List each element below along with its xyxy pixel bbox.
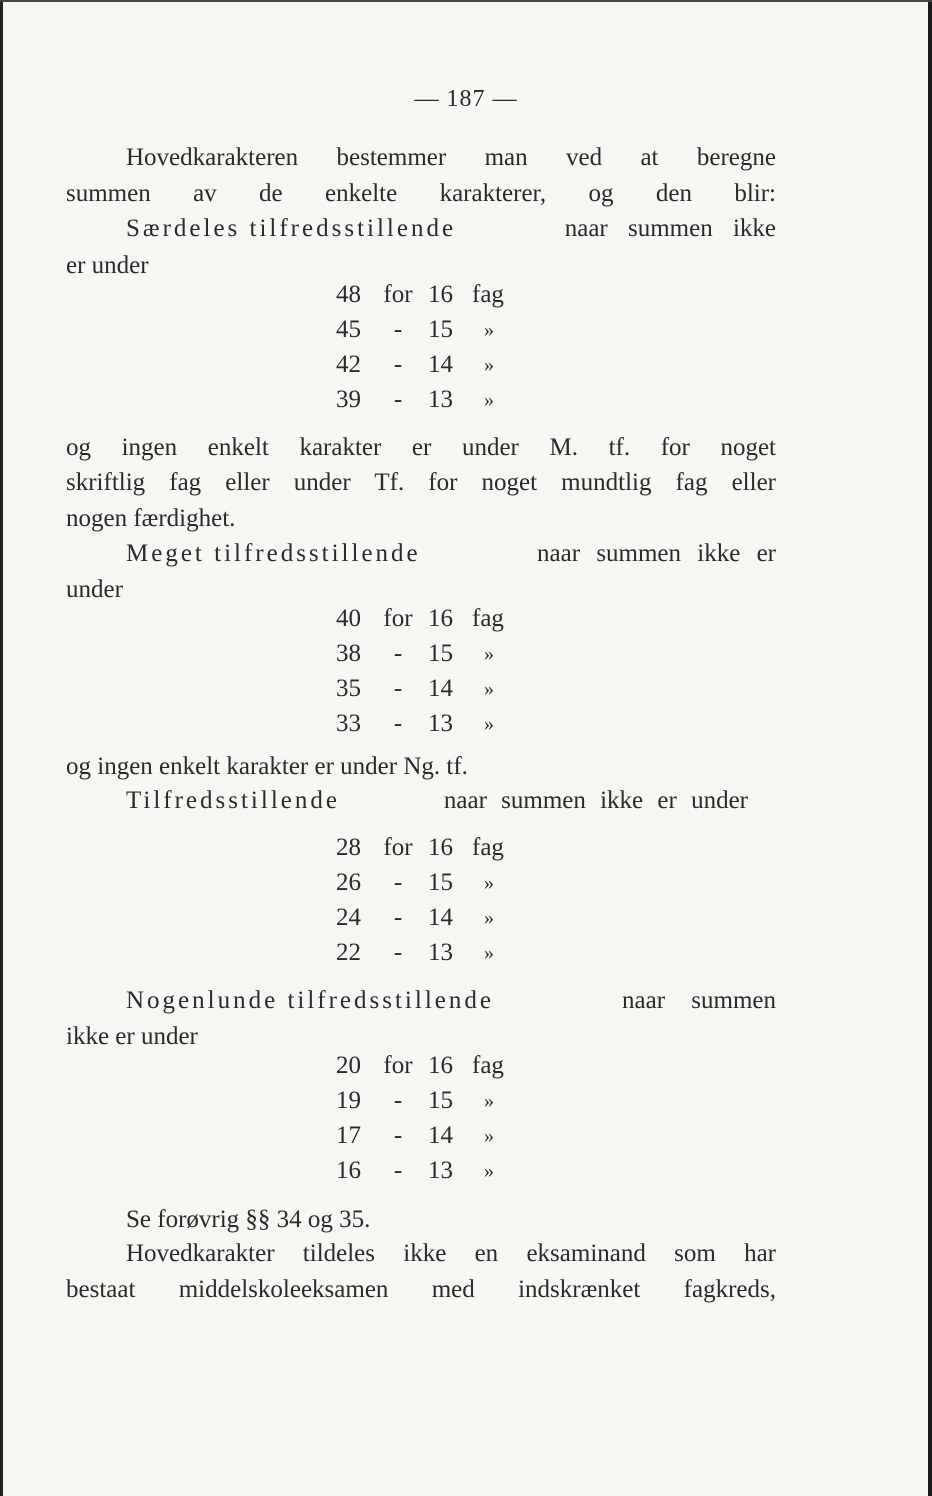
sum-value: 38 xyxy=(336,640,361,667)
section-1-after-line-1: og ingen enkelt karakter er under M. tf. for noget xyxy=(66,434,776,461)
row-separator: - xyxy=(393,710,403,737)
section-1-after-line-2: skriftlig fag eller under Tf. for noget mundtlig fag eller xyxy=(66,469,776,496)
subject-count: 14 xyxy=(428,351,453,378)
row-separator: for xyxy=(383,281,413,308)
subject-count: 16 xyxy=(428,834,453,861)
sum-value: 40 xyxy=(336,605,361,632)
ditto-mark: » xyxy=(484,907,494,929)
subject-count: 13 xyxy=(428,939,453,966)
section-3-heading-line xyxy=(126,786,748,816)
row-separator: for xyxy=(383,834,413,861)
page-number: — 187 — xyxy=(414,86,518,112)
subject-count: 15 xyxy=(428,1087,453,1114)
sum-value: 45 xyxy=(336,316,361,343)
subject-count: 16 xyxy=(428,1052,453,1079)
unit-label: fag xyxy=(472,605,504,632)
ditto-mark: » xyxy=(484,1160,494,1182)
sum-value: 17 xyxy=(336,1122,361,1149)
row-separator: - xyxy=(393,675,403,702)
row-separator: for xyxy=(383,605,413,632)
ditto-mark: » xyxy=(484,1125,494,1147)
ditto-mark: » xyxy=(484,389,494,411)
sum-value: 39 xyxy=(336,386,361,413)
unit-label: fag xyxy=(472,1052,504,1079)
page-edge-right xyxy=(928,0,932,1496)
section-1-heading-tail: naar summen ikke xyxy=(564,215,776,242)
row-separator: - xyxy=(393,869,403,896)
sum-value: 33 xyxy=(336,710,361,737)
sum-value: 20 xyxy=(336,1052,361,1079)
subject-count: 14 xyxy=(428,904,453,931)
section-2-heading-tail: naar summen ikke er xyxy=(537,540,776,567)
sum-value: 22 xyxy=(336,939,361,966)
closing-line-1: Hovedkarakter tildeles ikke en eksaminand som har xyxy=(126,1240,776,1267)
ditto-mark: » xyxy=(484,942,494,964)
section-4-heading-line xyxy=(126,986,776,1016)
section-3-heading-tail: naar summen ikke er under xyxy=(443,787,748,814)
sum-value: 24 xyxy=(336,904,361,931)
section-2-continuation: under xyxy=(66,576,123,603)
row-separator: for xyxy=(383,1052,413,1079)
section-1-after-line-3: nogen færdighet. xyxy=(66,505,236,532)
subject-count: 13 xyxy=(428,1157,453,1184)
section-1-heading-line xyxy=(126,214,776,244)
subject-count: 16 xyxy=(428,281,453,308)
page-edge-top xyxy=(0,0,932,2)
subject-count: 15 xyxy=(428,869,453,896)
ditto-mark: » xyxy=(484,319,494,341)
section-3-heading: Tilfredsstillende xyxy=(126,787,340,814)
section-2-after-line-1: og ingen enkelt karakter er under Ng. tf. xyxy=(66,753,468,780)
unit-label: fag xyxy=(472,834,504,861)
section-4-heading: Nogenlunde tilfredsstillende xyxy=(126,987,494,1014)
subject-count: 13 xyxy=(428,710,453,737)
subject-count: 14 xyxy=(428,675,453,702)
row-separator: - xyxy=(393,316,403,343)
row-separator: - xyxy=(393,1157,403,1184)
section-4-continuation: ikke er under xyxy=(66,1023,198,1050)
subject-count: 16 xyxy=(428,605,453,632)
section-2-heading: Meget tilfredsstillende xyxy=(126,540,421,567)
sum-value: 16 xyxy=(336,1157,361,1184)
ditto-mark: » xyxy=(484,643,494,665)
row-separator: - xyxy=(393,1122,403,1149)
sum-value: 19 xyxy=(336,1087,361,1114)
subject-count: 15 xyxy=(428,316,453,343)
unit-label: fag xyxy=(472,281,504,308)
section-2-heading-line xyxy=(126,539,776,569)
subject-count: 15 xyxy=(428,640,453,667)
sum-value: 48 xyxy=(336,281,361,308)
ditto-mark: » xyxy=(484,678,494,700)
row-separator: - xyxy=(393,1087,403,1114)
sum-value: 28 xyxy=(336,834,361,861)
row-separator: - xyxy=(393,640,403,667)
row-separator: - xyxy=(393,904,403,931)
ditto-mark: » xyxy=(484,872,494,894)
page-edge-left xyxy=(0,0,3,1496)
subject-count: 13 xyxy=(428,386,453,413)
section-1-continuation: er under xyxy=(66,252,149,279)
ditto-mark: » xyxy=(484,354,494,376)
section-1-heading: Særdeles tilfredsstillende xyxy=(126,215,457,242)
intro-line-1: Hovedkarakteren bestemmer man ved at beregne xyxy=(126,144,776,171)
sum-value: 42 xyxy=(336,351,361,378)
closing-reference: Se forøvrig §§ 34 og 35. xyxy=(126,1206,371,1233)
ditto-mark: » xyxy=(484,713,494,735)
row-separator: - xyxy=(393,939,403,966)
sum-value: 35 xyxy=(336,675,361,702)
ditto-mark: » xyxy=(484,1090,494,1112)
closing-line-2: bestaat middelskoleeksamen med indskrænket fagkreds, xyxy=(66,1276,776,1303)
row-separator: - xyxy=(393,351,403,378)
section-4-heading-tail: naar summen xyxy=(622,987,776,1014)
subject-count: 14 xyxy=(428,1122,453,1149)
intro-line-2: summen av de enkelte karakterer, og den blir: xyxy=(66,180,776,207)
row-separator: - xyxy=(393,386,403,413)
sum-value: 26 xyxy=(336,869,361,896)
